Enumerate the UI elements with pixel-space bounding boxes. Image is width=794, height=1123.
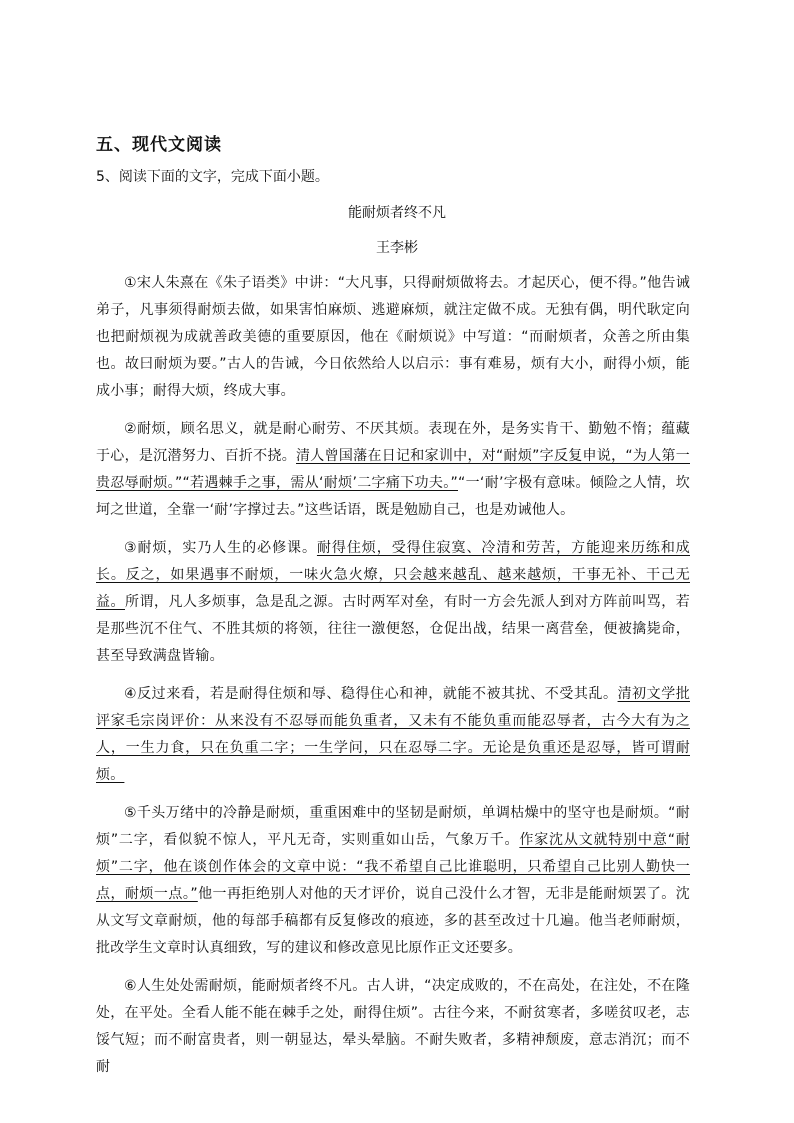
underlined-text: 清人曾国藩在日记和家训中，对“耐烦”字反复申说，“为人第一贵忍辱耐烦。”“若遇棘手之事，需从‘耐烦’二字痛下功夫。” (96, 448, 690, 491)
essay-paragraph (96, 535, 690, 670)
paragraph-text: “一‘耐’字极有意味。倾险之人情，坎坷之世道，全靠一‘耐’字撑过去。”这些话语，既是勉励自己，也是劝诫他人。 (96, 475, 690, 518)
paragraph-text: ①宋人朱熹在《朱子语类》中讲：“大凡事，只得耐烦做将去。才起厌心，便不得。”他告诫弟子，凡事须得耐烦去做，如果害怕麻烦、逃避麻烦，就注定做不成。无独有偶，明代耿定向也把耐烦视为成就善政美德的重要原因，他在《耐烦说》中写道：“而耐烦者，众善之所由集也。故曰耐烦为要。”古人的告诫，今日依然给人以启示：事有难易，烦有大小，耐得小烦，能成小事；耐得大烦，终成大事。 (96, 275, 690, 399)
paragraph-text: ⑤千头万绪中的冷静是耐烦，重重困难中的坚韧是耐烦，单调枯燥中的坚守也是耐烦。“耐烦”二字，看似貌不惊人，平凡无奇，实则重如山岳，气象万千。 (96, 805, 690, 848)
paragraph-text: 所谓，凡人多烦事，急是乱之源。古时两军对垒，有时一方会先派人到对方阵前叫骂，若是那些沉不住气、不胜其烦的将领，往往一激便怒，仓促出战，结果一离营垒，便被擒毙命，甚至导致满盘皆输。 (96, 594, 690, 664)
underlined-text: 耐得住烦，受得住寂寞、冷清和劳苦，方能迎来历练和成长。反之，如果遇事不耐烦，一味火急火燎，只会越来越乱、越来越烦，干事无补、干己无益。 (96, 540, 690, 610)
paragraph-text: 他一再拒绝别人对他的天才评价，说自己没什么才智，无非是能耐烦罢了。沈从文写文章耐烦，他的每部手稿都有反复修改的痕迹，多的甚至改过十几遍。他当老师耐烦，批改学生文章时认真细致，写的建议和修改意见比原作正文还要多。 (96, 886, 690, 956)
essay-title: 能耐烦者终不凡 (348, 205, 446, 221)
essay-body (96, 270, 690, 1092)
section-title: 五、现代文阅读 (96, 135, 222, 155)
underlined-text: 作家沈从文就特别中意“耐烦”二字，他在谈创作体会的文章中说：“我不希望自己比谁聪明，只希望自己比别人勤快一点，耐烦一点。” (96, 832, 690, 902)
paragraph-text: ②耐烦，顾名思义，就是耐心耐劳、不厌其烦。表现在外，是务实肯干、勤勉不惰；蕴藏于心，是沉潜努力、百折不挠。 (96, 421, 690, 464)
question-prompt: 5、阅读下面的文字，完成下面小题。 (96, 169, 329, 185)
paragraph-text: ③耐烦，实乃人生的必修课。 (124, 540, 317, 556)
underlined-text: 清初文学批评家毛宗岗评价：从来没有不忍辱而能负重者，又未有不能负重而能忍辱者，古今大有为之人，一生力食，只在负重二字；一生学问，只在忍辱二字。无论是负重还是忍辱，皆可谓耐烦。 (96, 686, 690, 783)
essay-paragraph (96, 270, 690, 405)
essay-paragraph (96, 973, 690, 1081)
essay-author: 王李彬 (376, 240, 418, 256)
paragraph-text: ⑥人生处处需耐烦，能耐烦者终不凡。古人讲，“决定成败的，不在高处，在注处，不在隆处，在平处。全看人能不能在棘手之处，耐得住烦”。古往今来，不耐贫寒者，多嗟贫叹老，志馁气短；而不耐富贵者，则一朝显达，晕头晕脑。不耐失败者，多精神颓废，意志消沉；而不耐 (96, 978, 690, 1075)
essay-paragraph (96, 416, 690, 524)
essay-paragraph (96, 681, 690, 789)
essay-paragraph (96, 800, 690, 962)
paragraph-text: ④反过来看，若是耐得住烦和辱、稳得住心和神，就能不被其扰、不受其乱。 (124, 686, 618, 702)
